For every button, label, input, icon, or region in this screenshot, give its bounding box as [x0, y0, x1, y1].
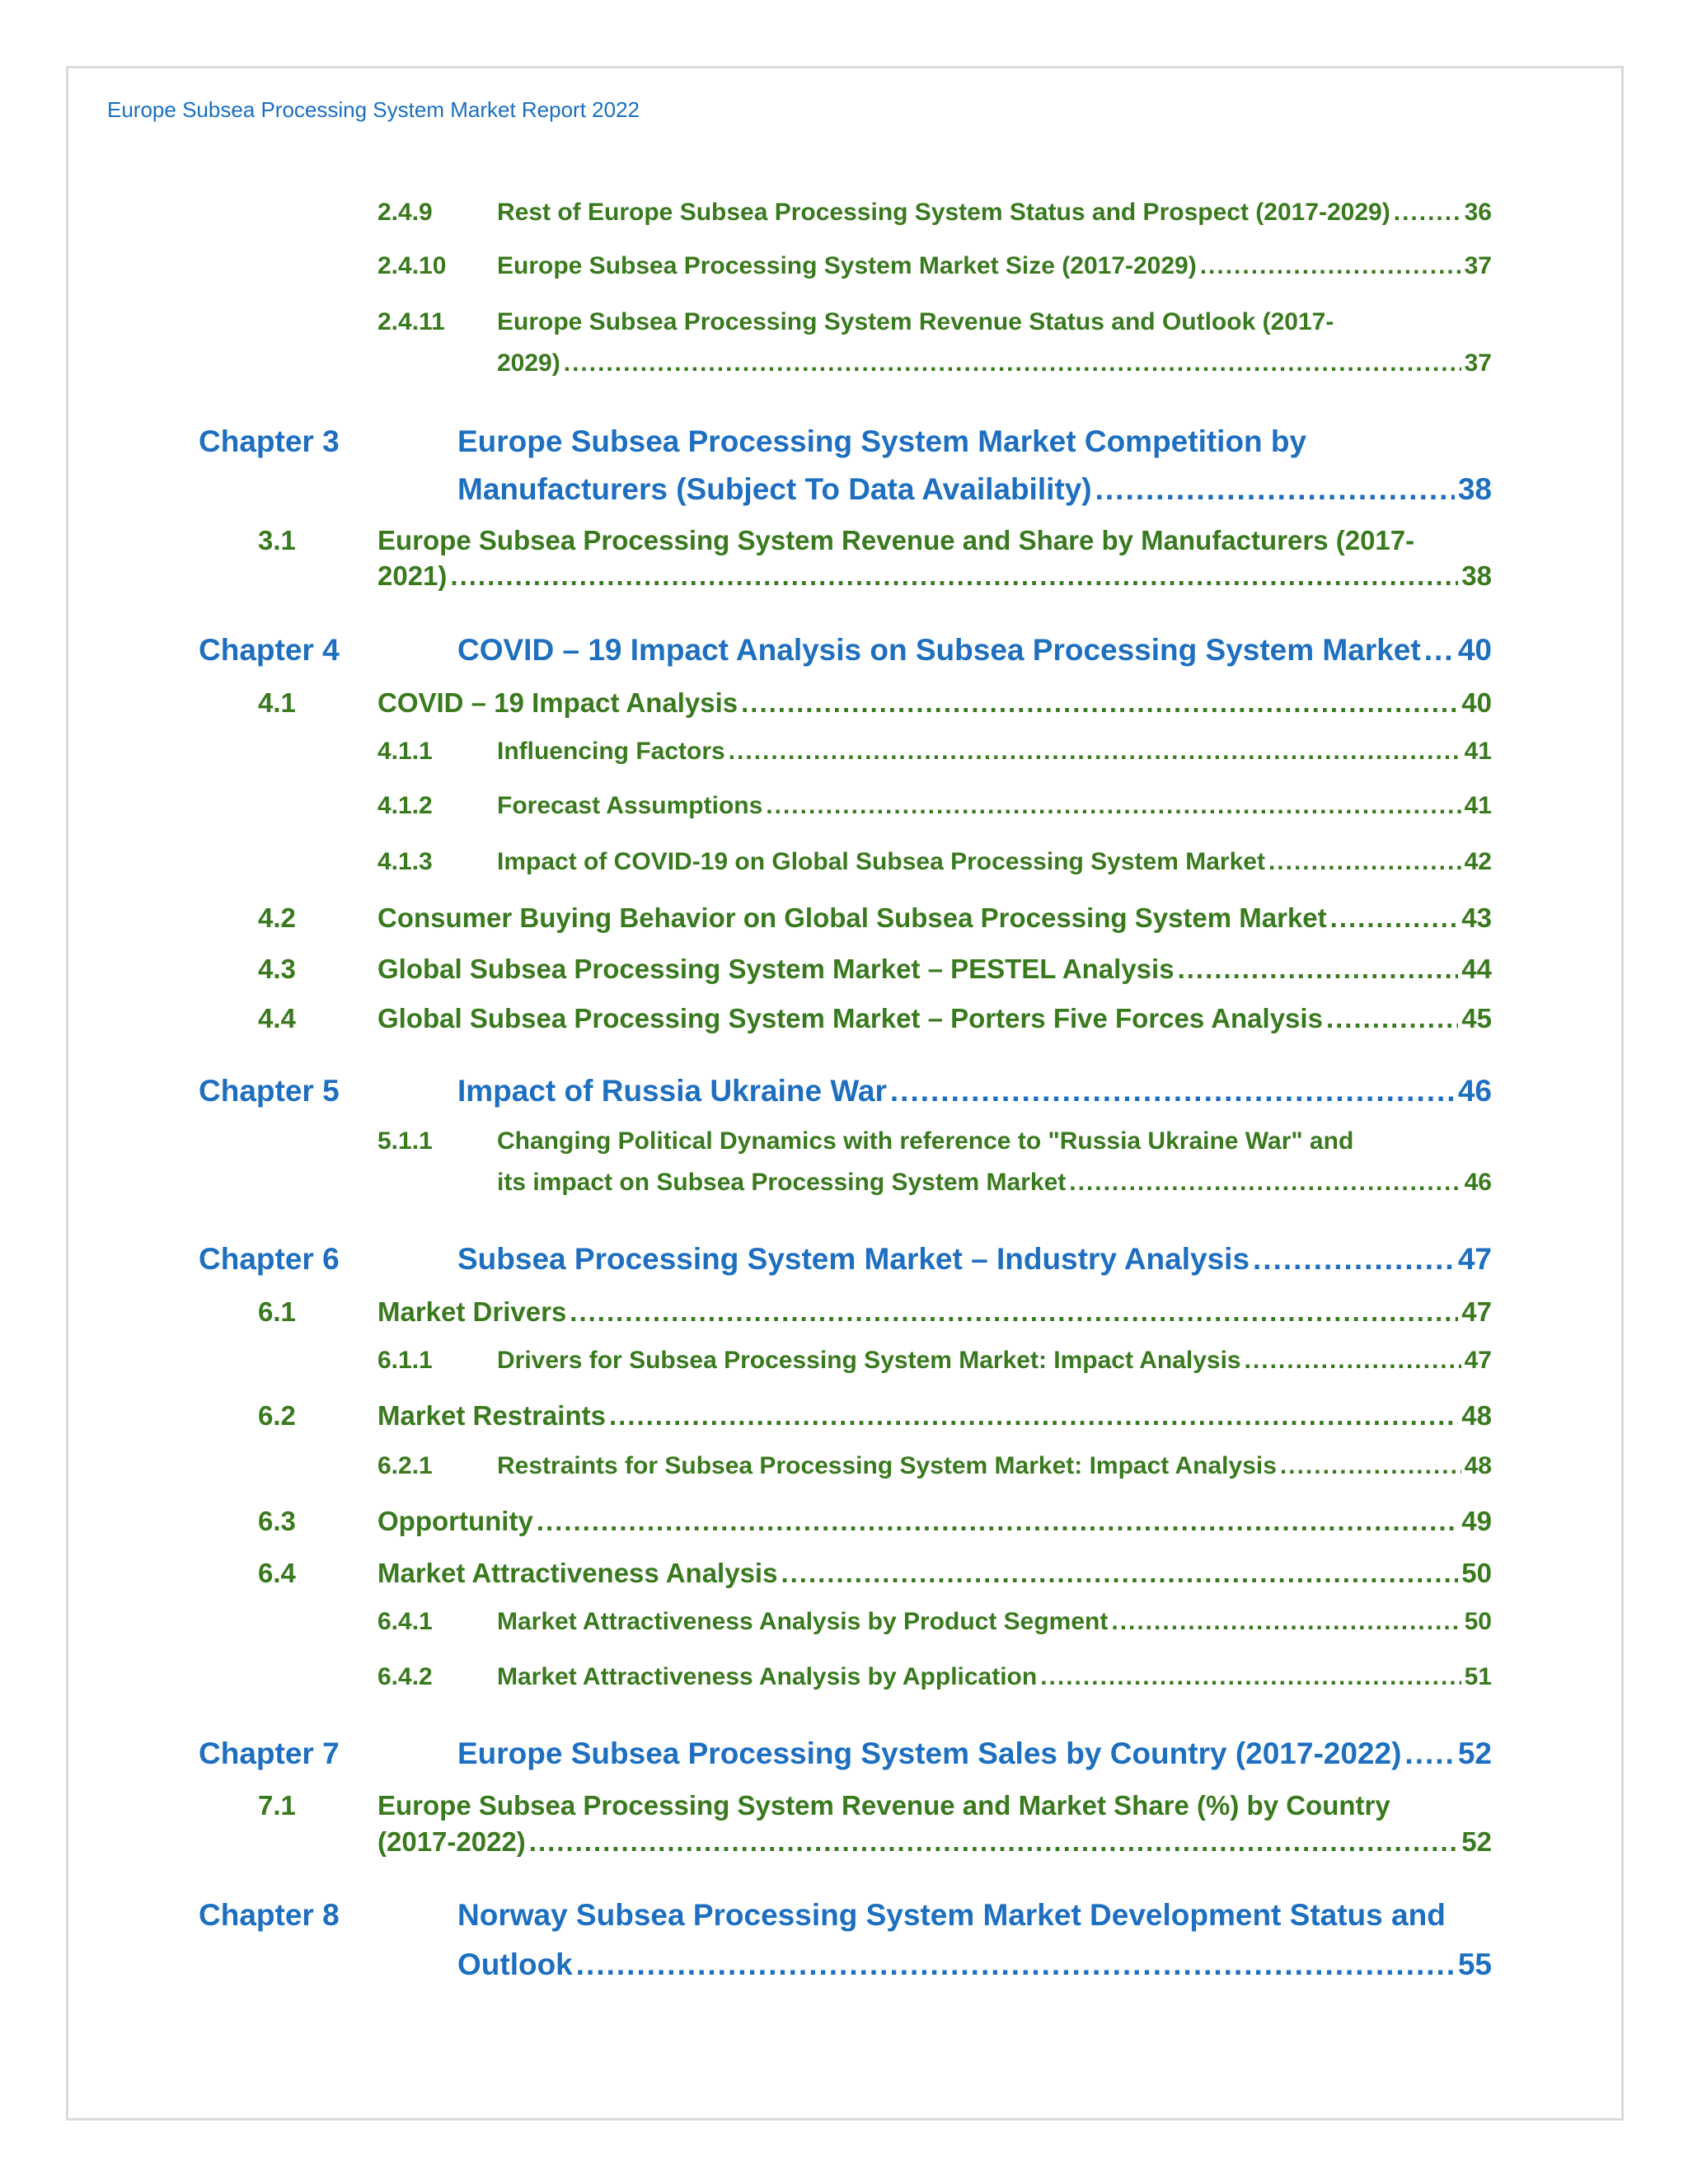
- toc-number: 2.4.9: [377, 199, 433, 226]
- toc-title: Impact of COVID-19 on Global Subsea Processing System Market: [497, 848, 1265, 875]
- toc-page-number: 47: [1457, 1242, 1492, 1276]
- toc-page-number: 47: [1461, 1296, 1492, 1327]
- toc-title: Market Attractiveness Analysis by Product Segment: [497, 1608, 1109, 1635]
- toc-page-number: 46: [1457, 1074, 1492, 1108]
- toc-leader: [1268, 848, 1461, 876]
- chapter-title: Subsea Processing System Market – Industry Analysis: [457, 1242, 1250, 1276]
- toc-leader: [890, 1074, 1455, 1108]
- toc-page-number: 42: [1464, 848, 1492, 875]
- toc-leader: [1069, 1169, 1461, 1197]
- toc-leader: [741, 687, 1458, 719]
- toc-number: 6.3: [258, 1506, 296, 1536]
- toc-leader: [1326, 1003, 1458, 1034]
- toc-page-number: 52: [1461, 1826, 1492, 1857]
- toc-page-number: 41: [1464, 792, 1492, 819]
- chapter-label: Chapter 7: [199, 1736, 340, 1770]
- toc-page-number: 52: [1457, 1736, 1492, 1770]
- toc-page-number: 50: [1461, 1558, 1492, 1588]
- toc-leader: [1404, 1736, 1454, 1771]
- toc-page-number: 44: [1461, 954, 1492, 984]
- chapter-label: Chapter 3: [199, 424, 340, 458]
- toc-title: COVID – 19 Impact Analysis: [377, 687, 738, 718]
- toc-number: 6.2.1: [377, 1452, 433, 1479]
- toc-page-number: 40: [1461, 687, 1492, 718]
- toc-leader: [564, 349, 1461, 377]
- toc-page-number: 50: [1464, 1608, 1492, 1635]
- chapter-title: Impact of Russia Ukraine War: [457, 1074, 887, 1108]
- toc-title: Global Subsea Processing System Market – PESTEL Analysis: [377, 954, 1175, 984]
- toc-page-number: 51: [1464, 1663, 1492, 1690]
- toc-page-number: 49: [1461, 1506, 1492, 1536]
- toc-title: Drivers for Subsea Processing System Market: Impact Analysis: [497, 1347, 1241, 1374]
- chapter-label: Chapter 6: [199, 1242, 340, 1276]
- toc-title-line-2: its impact on Subsea Processing System Market: [497, 1169, 1067, 1196]
- toc-page-number: 48: [1461, 1400, 1492, 1431]
- toc-title: Europe Subsea Processing System Market Size (2017-2029): [497, 252, 1197, 279]
- toc-page-number: 38: [1461, 560, 1492, 591]
- report-header: Europe Subsea Processing System Market Report 2022: [107, 97, 640, 122]
- toc-leader: [1040, 1663, 1461, 1691]
- toc-title: Forecast Assumptions: [497, 792, 763, 819]
- toc-number: 6.4: [258, 1558, 296, 1588]
- toc-title-line-2: (2017-2022): [377, 1826, 526, 1857]
- toc-number: 6.4.1: [377, 1608, 433, 1635]
- toc-leader: [1280, 1452, 1461, 1480]
- toc-number: 3.1: [258, 525, 296, 555]
- toc-leader: [1111, 1608, 1461, 1636]
- toc-page-number: 37: [1464, 349, 1492, 377]
- toc-title: Influencing Factors: [497, 738, 725, 765]
- toc-leader: [609, 1400, 1458, 1432]
- toc-number: 2.4.11: [377, 308, 445, 335]
- toc-leader: [729, 738, 1461, 766]
- chapter-title: Europe Subsea Processing System Sales by Country (2017-2022): [457, 1736, 1402, 1770]
- toc-leader: [766, 792, 1461, 820]
- toc-leader: [529, 1826, 1458, 1858]
- toc-leader: [1253, 1242, 1455, 1277]
- toc-title: Restraints for Subsea Processing System Market: Impact Analysis: [497, 1452, 1277, 1479]
- toc-number: 6.4.2: [377, 1663, 433, 1690]
- toc-number: 6.1.1: [377, 1347, 433, 1374]
- chapter-label: Chapter 4: [199, 633, 340, 667]
- toc-number: 2.4.10: [377, 252, 447, 279]
- toc-leader: [1095, 472, 1455, 507]
- chapter-title-line-2: Outlook: [457, 1947, 573, 1981]
- toc-title: Global Subsea Processing System Market – Porters Five Forces Analysis: [377, 1003, 1323, 1033]
- toc-leader: [781, 1558, 1458, 1589]
- chapter-title-line-2: Manufacturers (Subject To Data Availability): [457, 472, 1092, 506]
- toc-leader: [450, 560, 1458, 592]
- toc-title: Market Restraints: [377, 1400, 606, 1431]
- chapter-title-line-1: Europe Subsea Processing System Market Competition by: [457, 424, 1307, 458]
- toc-number: 4.3: [258, 954, 296, 984]
- toc-leader: [1200, 252, 1461, 280]
- toc-leader: [1178, 954, 1459, 985]
- toc-page-number: 38: [1457, 472, 1492, 506]
- chapter-title: COVID – 19 Impact Analysis on Subsea Processing System Market: [457, 633, 1421, 667]
- chapter-label: Chapter 8: [199, 1898, 340, 1932]
- toc-title: Consumer Buying Behavior on Global Subsea Processing System Market: [377, 902, 1327, 933]
- toc-number: 6.2: [258, 1400, 296, 1431]
- toc-leader: [1330, 902, 1459, 934]
- toc-page-number: 40: [1457, 633, 1492, 667]
- toc-leader: [570, 1296, 1458, 1328]
- toc-page-number: 37: [1464, 252, 1492, 279]
- toc-number: 5.1.1: [377, 1127, 433, 1155]
- toc-number: 4.1.3: [377, 848, 433, 875]
- toc-page-number: 45: [1461, 1003, 1492, 1033]
- toc-page-number: 43: [1461, 902, 1492, 933]
- toc-title: Market Drivers: [377, 1296, 567, 1327]
- toc-title: Market Attractiveness Analysis by Application: [497, 1663, 1038, 1690]
- toc-page-number: 55: [1457, 1947, 1492, 1981]
- toc-title-line-1: Changing Political Dynamics with reference to "Russia Ukraine War" and: [497, 1127, 1354, 1155]
- toc-title-line-1: Europe Subsea Processing System Revenue and Share by Manufacturers (2017-: [377, 525, 1415, 555]
- toc-title-line-1: Europe Subsea Processing System Revenue and Market Share (%) by Country: [377, 1790, 1390, 1821]
- toc-title-line-2: 2021): [377, 560, 448, 591]
- chapter-title-line-1: Norway Subsea Processing System Market Development Status and: [457, 1898, 1446, 1932]
- toc-page-number: 46: [1464, 1169, 1492, 1196]
- toc-leader: [1424, 633, 1455, 668]
- toc-page-number: 41: [1464, 738, 1492, 765]
- chapter-label: Chapter 5: [199, 1074, 340, 1108]
- toc-page-number: 47: [1464, 1347, 1492, 1374]
- toc-title: Opportunity: [377, 1506, 533, 1536]
- toc-leader: [1245, 1347, 1461, 1375]
- toc-number: 4.1: [258, 687, 296, 718]
- toc-number: 7.1: [258, 1790, 296, 1821]
- toc-number: 4.1.2: [377, 792, 433, 819]
- toc-number: 4.4: [258, 1003, 296, 1033]
- toc-title-line-2: 2029): [497, 349, 560, 377]
- toc-page-number: 36: [1464, 199, 1492, 226]
- toc-page-number: 48: [1464, 1452, 1492, 1479]
- toc-title-line-1: Europe Subsea Processing System Revenue Status and Outlook (2017-: [497, 308, 1334, 335]
- toc-title: Rest of Europe Subsea Processing System Status and Prospect (2017-2029): [497, 199, 1390, 226]
- toc-leader: [537, 1506, 1458, 1537]
- toc-number: 6.1: [258, 1296, 296, 1327]
- toc-title: Market Attractiveness Analysis: [377, 1558, 778, 1588]
- toc-leader: [576, 1947, 1455, 1982]
- toc-number: 4.2: [258, 902, 296, 933]
- toc-leader: [1394, 199, 1461, 227]
- toc-number: 4.1.1: [377, 738, 433, 765]
